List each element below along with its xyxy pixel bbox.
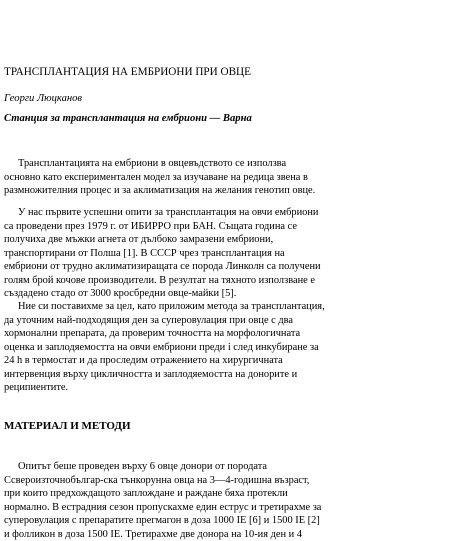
paragraph-line: 24 h в термостат и да проследим отражението на хирургичната: [4, 354, 464, 368]
paragraph-line: да уточним най-подходящия ден за суперовулация при овце с два: [4, 314, 464, 328]
paragraph-methods: [4, 460, 464, 541]
paragraph-line: размножителния процес и за аклиматизация на желания генотип овце.: [4, 184, 464, 198]
paragraph-line: основно като експериментален модел за изучаване на редица звена в: [4, 171, 464, 185]
article-affiliation: Станция за трансплантация на ембриони — Варна: [4, 113, 252, 125]
paragraph-line: голям брой кочове производители. В резултат на тяхното използване е: [4, 274, 464, 288]
paragraph-line: Ние си поставихме за цел, като приложим метода за трансплантация,: [4, 300, 464, 314]
article-author: Георги Люцканов: [4, 93, 82, 105]
paragraph-line: получиха две мъжки агнета от дълбоко замразени ембриони,: [4, 233, 464, 247]
paragraph-line: суперовулация с препаратите прегмагон в доза 1000 IE [6] и 1500 IE [2]: [4, 514, 464, 528]
paragraph-line: при които предхождащото заплождане и раждане бяха протекли: [4, 487, 464, 501]
paragraph-line: и фолликон в доза 1500 IE. Третирахме две донора на 10-ия ден и 4: [4, 528, 464, 541]
paragraph-line: реципиентите.: [4, 381, 464, 395]
paragraph-line: оценка и заплодяемостта на овчи ембриони преди і след инкубиране за: [4, 341, 464, 355]
paragraph-line: Ссвероизточнобългар-ска тънкорунна овца на 3—4-годишна възраст,: [4, 474, 464, 488]
paragraph-line: У нас първите успешни опити за трансплантация на овчи ембриони: [4, 206, 464, 220]
paragraph-line: хормонални препарата, да проверим точността на морфологичната: [4, 327, 464, 341]
paragraph-line: транспортирани от Полша [1]. В СССР чрез трансплантация на: [4, 247, 464, 261]
article-title: ТРАНСПЛАНТАЦИЯ НА ЕМБРИОНИ ПРИ ОВЦЕ: [4, 66, 251, 79]
paragraph-aims: [4, 300, 464, 395]
paragraph-line: създадено стадо от 3000 кросбредни овце-майки [5].: [4, 287, 464, 301]
paragraph-line: са проведени през 1979 г. от ИБИРРО при БАН. Същата година се: [4, 220, 464, 234]
paragraph-line: Трансплантацията на ембриони в овцевъдството се използва: [4, 157, 464, 171]
paragraph-line: ембриони от трудно аклиматизиращата се порода Линколн са получени: [4, 260, 464, 274]
paragraph-line: нормално. В естрадния сезон пропускахме един еструс и третирахме за: [4, 501, 464, 515]
section-heading: МАТЕРИАЛ И МЕТОДИ: [4, 420, 131, 433]
paragraph-line: Опитът беше проведен върху 6 овце донори от породата: [4, 460, 464, 474]
paragraph-intro: [4, 157, 464, 198]
paragraph-line: интервенция върху цикличността и заплодяемостта на донорите и: [4, 368, 464, 382]
paragraph-history: [4, 206, 464, 301]
